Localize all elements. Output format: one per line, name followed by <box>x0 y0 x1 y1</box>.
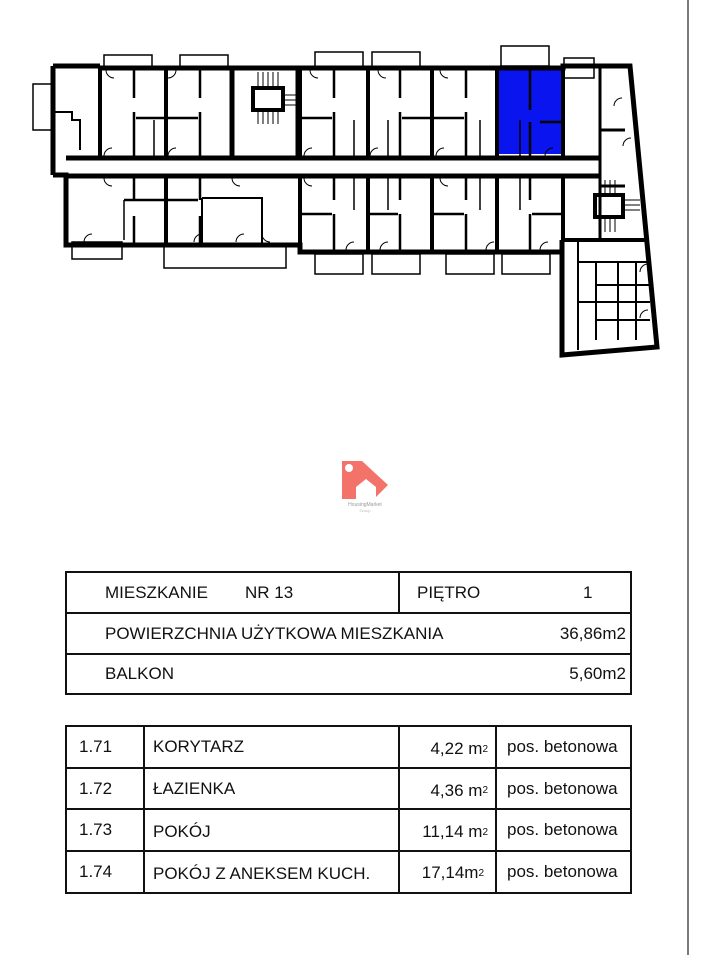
apartment-label: MIESZKANIE <box>105 582 208 602</box>
floor-value: 1 <box>583 582 593 602</box>
room-area <box>430 727 488 767</box>
room-id: 1.73 <box>79 820 113 839</box>
balcony <box>502 254 550 274</box>
room-id: 1.72 <box>79 778 113 798</box>
room-row <box>67 769 630 810</box>
room-area-value: 11,14 m <box>422 822 483 841</box>
balcony <box>446 254 494 274</box>
room-area <box>422 852 484 892</box>
balcony <box>501 46 549 66</box>
balcony-label: BALKON <box>105 664 174 683</box>
balcony <box>33 84 53 130</box>
area-unit-superscript: 2 <box>478 867 484 879</box>
apartment-number: NR 13 <box>245 582 294 602</box>
floor-plan <box>0 0 680 370</box>
floor-label: PIĘTRO <box>417 582 481 602</box>
room-floor-finish: pos. betonowa <box>507 862 618 881</box>
rooms-table <box>65 725 632 894</box>
summary-row-usable-area <box>67 614 630 655</box>
room-area <box>430 769 488 808</box>
divider <box>398 573 400 612</box>
room-name: POKÓJ Z ANEKSEM KUCH. <box>153 864 371 883</box>
usable-area-value: 36,86m2 <box>559 623 626 643</box>
room-area-value: 17,14m <box>421 863 479 882</box>
room-name: ŁAZIENKA <box>153 778 236 798</box>
area-unit-superscript: 2 <box>482 785 488 796</box>
page-edge-line <box>687 0 689 955</box>
room-row <box>67 852 630 892</box>
balcony <box>164 246 286 268</box>
room-area-value: 4,36 m <box>430 780 483 800</box>
area-unit-superscript: 2 <box>482 743 488 755</box>
balcony <box>372 254 420 274</box>
summary-row-apartment <box>67 573 630 614</box>
summary-row-balcony <box>67 655 630 693</box>
usable-area-label: POWIERZCHNIA UŻYTKOWA MIESZKANIA <box>105 623 444 643</box>
room-row <box>67 727 630 769</box>
room-floor-finish: pos. betonowa <box>507 778 618 798</box>
room-name: POKÓJ <box>153 822 211 841</box>
room-area <box>422 810 488 850</box>
room-id: 1.74 <box>79 862 113 881</box>
room-floor-finish: pos. betonowa <box>507 737 618 756</box>
logo-sub: Group <box>359 508 371 513</box>
apartment-summary-table <box>65 571 632 695</box>
room-area-value: 4,22 m <box>430 739 483 758</box>
logo-text <box>332 502 398 514</box>
room-id: 1.71 <box>79 737 113 756</box>
room-row <box>67 810 630 852</box>
balcony <box>315 254 363 274</box>
balcony-value: 5,60m2 <box>569 664 626 683</box>
logo-name: HousingMarket <box>348 502 382 508</box>
room-floor-finish: pos. betonowa <box>507 820 618 839</box>
area-unit-superscript: 2 <box>482 826 488 838</box>
room-name: KORYTARZ <box>153 737 244 756</box>
